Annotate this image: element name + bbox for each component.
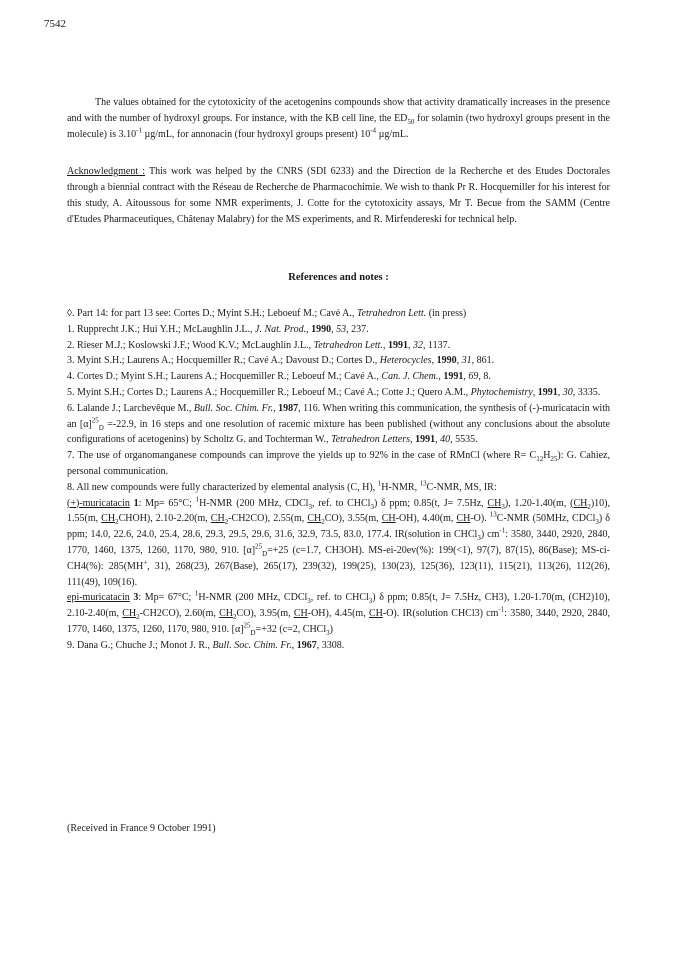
reference-item: 5. Myint S.H.; Cortes D.; Laurens A.; Hocquemiller R.; Leboeuf M.; Cavé A.; Cotte J.; Quero A.M., Phytochemistry, 1991, 30, 3335. <box>67 386 601 398</box>
reference-item: 3. Myint S.H.; Laurens A.; Hocquemiller R.; Cavé A.; Davoust D.; Cortes D., Heterocycles, 1990, 31, 861. <box>67 355 495 367</box>
references-list <box>67 306 610 654</box>
page-number: 7542 <box>44 18 66 30</box>
references-heading: References and notes : <box>288 272 389 283</box>
reference-item: ◊. Part 14: for part 13 see: Cortes D.; Myint S.H.; Leboeuf M.; Cavé A., Tetrahedron Lett. (in press) <box>67 308 467 319</box>
reference-item: 7. The use of organomanganese compounds can improve the yields up to 92% in the case of RMnCl (where $R= C_{12}H_{25}$): G. Cahiez, personal communication. <box>67 450 610 477</box>
reference-item: 9. Dana G.; Chuche J.; Monot J. R., Bull. Soc. Chim. Fr., 1967, 3308. <box>67 639 345 651</box>
reference-item: 1. Rupprecht J.K.; Hui Y.H.; McLaughlin J.L., J. Nat. Prod., 1990, 53, 237. <box>67 323 369 335</box>
reference-item: 6. Lalande J.; Larchevêque M., Bull. Soc. Chim. Fr., 1987, 116. When writing this communication, the synthesis of (-)-muricatacin with an $[\alpha]^{25}_D =-22.9$, in 16 steps and one resolution of racemic mixture has been published (without any conclusions about the absolute configurations of acetogenins) by Scholtz G. and Tochterman W., Tetrahedron Letters, 1991, 40, 5535. <box>67 402 610 446</box>
reference-item: 4. Cortes D.; Myint S.H.; Laurens A.; Hocquemiller R.; Leboeuf M.; Cavé A., Can. J. Chem., 1991, 69, 8. <box>67 371 491 383</box>
acknowledgment-paragraph: Acknowledgment : This work was helped by the CNRS (SDI 6233) and the Direction de la Recherche et des Etudes Doctorales through a biennial contract with the Réseau de Recherche de Pharmacochimie. We wish to thank Pr R. Hocquemiller for his interest for this study, A. Aitoussous for some NMR experiments, J. Cotte for the cytotoxicity assays, Mr T. Becue from the SAMM (Centre d'Etudes Pharmaceutiques, Châtenay Malabry) for the MS experiments, and R. Mirfendereski for technical help. <box>67 166 610 226</box>
results-paragraph: The values obtained for the cytotoxicity of the acetogenins compounds show that activity dramatically increases in the presence and with the number of hydroxyl groups. For instance, with the KB cell line, the $ED_{50}$ for solamin (two hydroxyl groups present in the molecule) is $3.10^{-1}$ µg/mL, for annonacin (four hydroxyl groups present) $10^{-4}$ µg/mL. <box>67 97 610 141</box>
reference-item: 8. All new compounds were fully characterized by elemental analysis (C, H), $^1$H-NMR, $^{13}$C-NMR, MS, IR: (+)-muricatacin 1: Mp= 65°C; $^1$H-NMR (200 MHz, CDCl$_3$, ref. to CHCl$_3$) δ ppm; 0.85(t, J= 7.5Hz, $CH_3$), 1.20-1.40(m, $(CH_2)10$), 1.55(m, $CH_2CHOH$), 2.10-2.20(m, $CH_2-CH2CO$), 2.55(m, $CH_2CO$), 3.55(m, CH-OH), 4.40(m, CH-O). $^{13}$C-NMR (50MHz, CDCl$_3$) δ ppm; 14.0, 22.6, 24.0, 25.4, 28.6, 29.3, 29.5, 29.6, 31.6, 32.9, 73.5, 83.0, 177.4. IR(solution in CHCl$_3$) $cm^{-1}$: 3580, 3440, 2920, 2840, 1770, 1460, 1375, 1260, 1170, 980, 910. $[\alpha]^{25}_D=+25$ (c=1.7, CH3OH). MS-ei-20ev(%): 199(<1), 97(7), 87(15), 86(Base); MS-ci-CH4(%): 285(MH+, 31), 268(23), 267(Base), 265(17), 239(32), 199(25), 130(23), 125(36), 123(11), 115(21), 113(26), 112(26), 111(49), 109(16). epi-muricatacin 3: Mp= 67°C; $^1$H-NMR (200 MHz, CDCl$_3$, ref. to CHCl$_3$) δ ppm; 0.85(t, J= 7.5Hz, CH3), 1.20-1.70(m, (CH2)10), 2.10-2.40(m, $CH_2-CH2CO$), 2.60(m, $CH_2CO$), 3.95(m, CH-OH), 4.45(m, CH-O). IR(solution CHCl3) $cm^{-1}$: 3580, 3440, 2920, 2840, 1770, 1460, 1375, 1260, 1170, 980, 910. $[\alpha]^{25}_D=+32$ (c=2, CHCl$_3$) <box>67 479 611 637</box>
received-date: (Received in France 9 October 1991) <box>67 823 216 834</box>
reference-item: 2. Rieser M.J.; Koslowski J.F.; Wood K.V.; McLaughlin J.L., Tetrahedron Lett., 1991, 32, 1137. <box>67 339 451 351</box>
acknowledgment-heading: Acknowledgment : <box>67 166 146 177</box>
